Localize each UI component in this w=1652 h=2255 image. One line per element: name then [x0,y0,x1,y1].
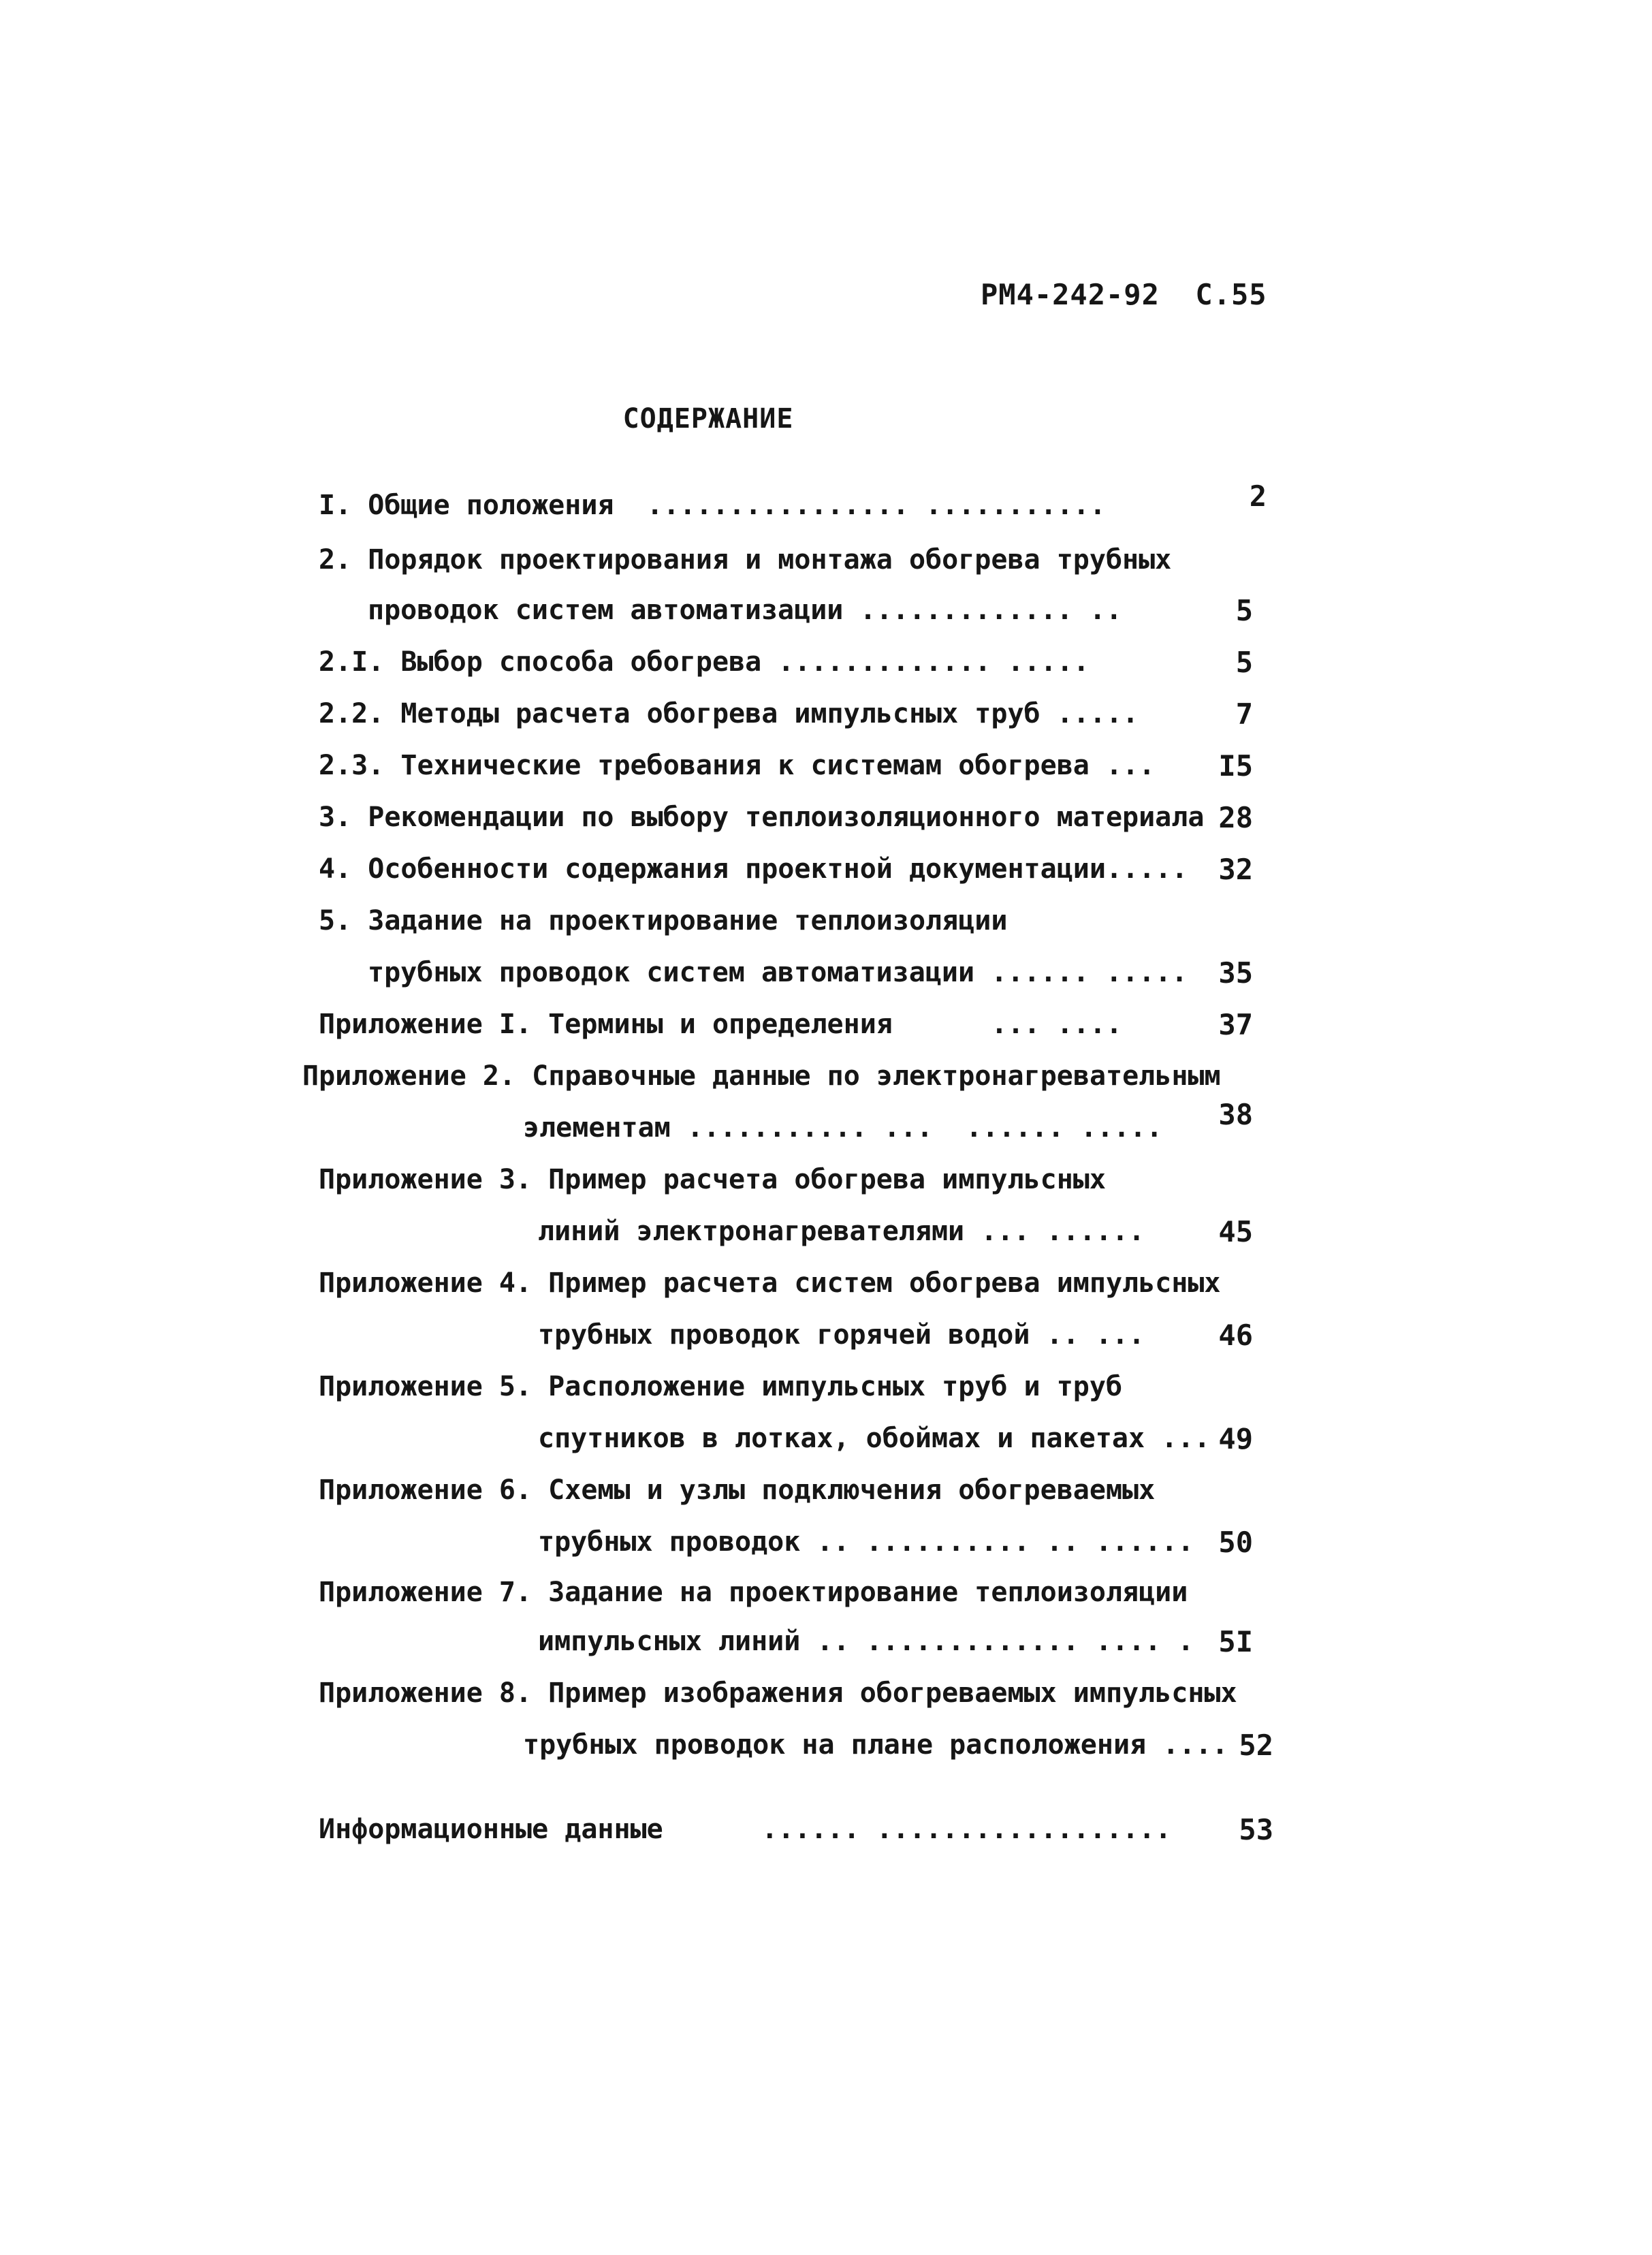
document-code-header: РМ4-242-92 С.55 [981,278,1267,311]
toc-appendix-6-cont: трубных проводок .. .......... .. ...... [538,1526,1194,1558]
page-number: I5 [1218,749,1253,783]
toc-appendix-3: Приложение 3. Пример расчета обогрева импульсных [319,1164,1106,1195]
toc-appendix-3-cont: линий электронагревателями ... ...... [538,1216,1145,1247]
toc-appendix-7-cont: импульсных линий .. ............. .... . [538,1626,1194,1657]
page-number: 50 [1218,1526,1253,1559]
toc-entry-2-cont: проводок систем автоматизации ............. .. [368,595,1122,626]
page-number: 28 [1218,801,1253,834]
toc-appendix-2: Приложение 2. Справочные данные по электронагревательным [302,1060,1221,1092]
page-number: 37 [1218,1008,1253,1041]
page-number: 5 [1235,646,1253,679]
toc-info-data: Информационные данные ...... .................. [319,1814,1172,1845]
page-number: 38 [1218,1098,1253,1131]
toc-entry-2-3: 2.3. Технические требования к системам обогрева ... [319,750,1156,781]
toc-appendix-6: Приложение 6. Схемы и узлы подключения обогреваемых [319,1475,1156,1506]
toc-entry-5-cont: трубных проводок систем автоматизации ...... ..... [368,957,1188,988]
page-number: 7 [1235,697,1253,731]
toc-appendix-8: Приложение 8. Пример изображения обогреваемых импульсных [319,1677,1237,1709]
page-number: 46 [1218,1319,1253,1352]
toc-appendix-8-cont: трубных проводок на плане расположения .... [523,1729,1228,1761]
page-title: СОДЕРЖАНИЕ [622,403,794,435]
toc-entry-2-1: 2.I. Выбор способа обогрева ............. ..... [319,646,1090,678]
toc-appendix-1: Приложение I. Термины и определения ... .... [319,1009,1123,1040]
toc-entry-2-2: 2.2. Методы расчета обогрева импульсных труб ..... [319,698,1139,729]
toc-entry-4: 4. Особенности содержания проектной документации..... [319,853,1188,885]
page-number: 2 [1249,479,1267,513]
toc-entry-3: 3. Рекомендации по выбору теплоизоляционного материала [319,802,1205,833]
toc-appendix-7: Приложение 7. Задание на проектирование теплоизоляции [319,1577,1188,1608]
page-number: 5I [1218,1625,1253,1658]
toc-entry-1: I. Общие положения ................ ........... [319,490,1106,521]
page-number: 5 [1235,594,1253,627]
toc-appendix-5: Приложение 5. Расположение импульсных труб и труб [319,1371,1123,1402]
toc-entry-2: 2. Порядок проектирования и монтажа обогрева трубных [319,544,1172,575]
page-number: 32 [1218,853,1253,886]
page-number: 52 [1239,1729,1273,1762]
toc-appendix-4: Приложение 4. Пример расчета систем обогрева импульсных [319,1267,1221,1299]
toc-appendix-2-cont: элементам ........... ... ...... ..... [523,1112,1163,1144]
page-number: 45 [1218,1215,1253,1248]
page-number: 53 [1239,1813,1273,1846]
toc-appendix-5-cont: спутников в лотках, обоймах и пакетах ... [538,1423,1211,1454]
toc-appendix-4-cont: трубных проводок горячей водой .. ... [538,1319,1145,1351]
toc-entry-5: 5. Задание на проектирование теплоизоляции [319,905,1008,936]
page-number: 49 [1218,1422,1253,1455]
page-number: 35 [1218,956,1253,990]
